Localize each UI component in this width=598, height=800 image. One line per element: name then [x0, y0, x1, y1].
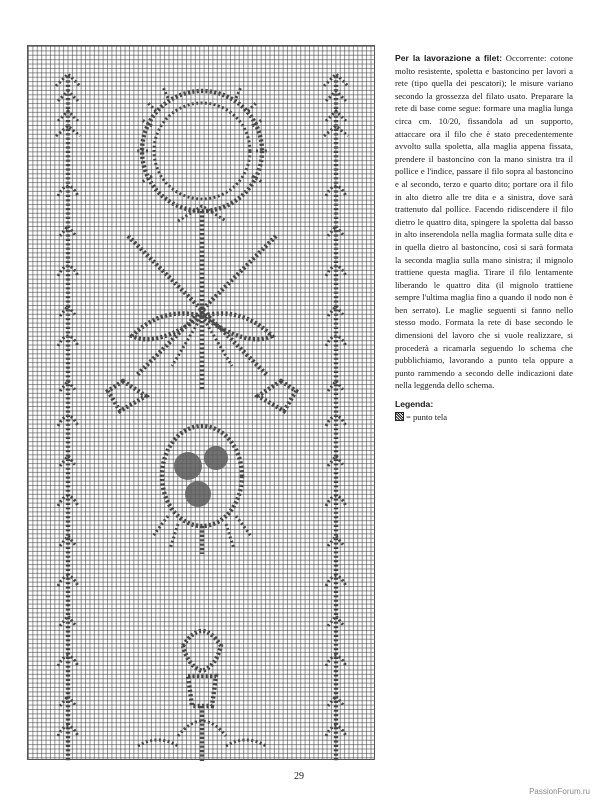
- instructions-column: [395, 52, 573, 423]
- page-number: 29: [294, 771, 304, 782]
- flower-bouquet: [153, 426, 251, 554]
- watermark: PassionForum.ru: [529, 787, 590, 796]
- right-border-vine: [324, 74, 348, 761]
- laurel-wreath: [136, 87, 268, 391]
- instructions-paragraph: [395, 52, 573, 392]
- filet-motif-drawing: [28, 46, 376, 761]
- filet-chart-grid: [27, 45, 375, 760]
- cross-stitch-symbol-icon: [395, 412, 404, 421]
- left-border-vine: [56, 74, 80, 761]
- legend-entry-text: = punto tela: [406, 411, 448, 422]
- legend: [395, 398, 573, 423]
- legend-entry: [395, 411, 573, 424]
- torch-vase: [138, 631, 266, 761]
- instructions-body: Occorrente: cotone molto resistente, spoletta e bastoncino per lavori a rete (tipo quella dei pescatori); le misure variano secondo la grossezza del filato usato. Preparare la rete di base come segue: formare una maglia lunga circa cm. 10/20, fissandola ad un supporto, attaccare ora il filo che è stato precedentemente avvolto sulla spoletta, alla maglia appena fissata, prendere il bastoncino con la mano sinistra tra il pollice e l'indice, passare il filo sopra al bastoncino e al secondo, terzo e quarto dito; portare ora il filo in alto dietro alle tre dita e a sinistra, dove sarà trattenuto dal pollice. Facendo ridiscendere il filo dietro le quattro dita, spingere la spoletta dal basso in alto inserendola nella maglia formata sulle dita e in quella dietro al bastoncino, così si sarà formata la seconda maglia sulla mano sinistra; il mignolo trattiene questa maglia. Tirare il filo lentamente liberando le quattro dita (il mignolo trattiene sempre l'ultima maglia fino a quando il nodo non è ben serrato). Le maglie seguenti si fanno nello stesso modo. Formata la rete di base secondo le dimensioni del lavoro che si vuole realizzare, si procederà a ricamarla seguendo lo schema che pubblichiamo, lavorando a punto tela oppure a punto rammendo a secondo delle indicazioni date nella leggenda dello schema.: [395, 53, 573, 391]
- instructions-lead: Per la lavorazione a filet:: [395, 53, 503, 63]
- legend-title: Legenda:: [395, 399, 434, 410]
